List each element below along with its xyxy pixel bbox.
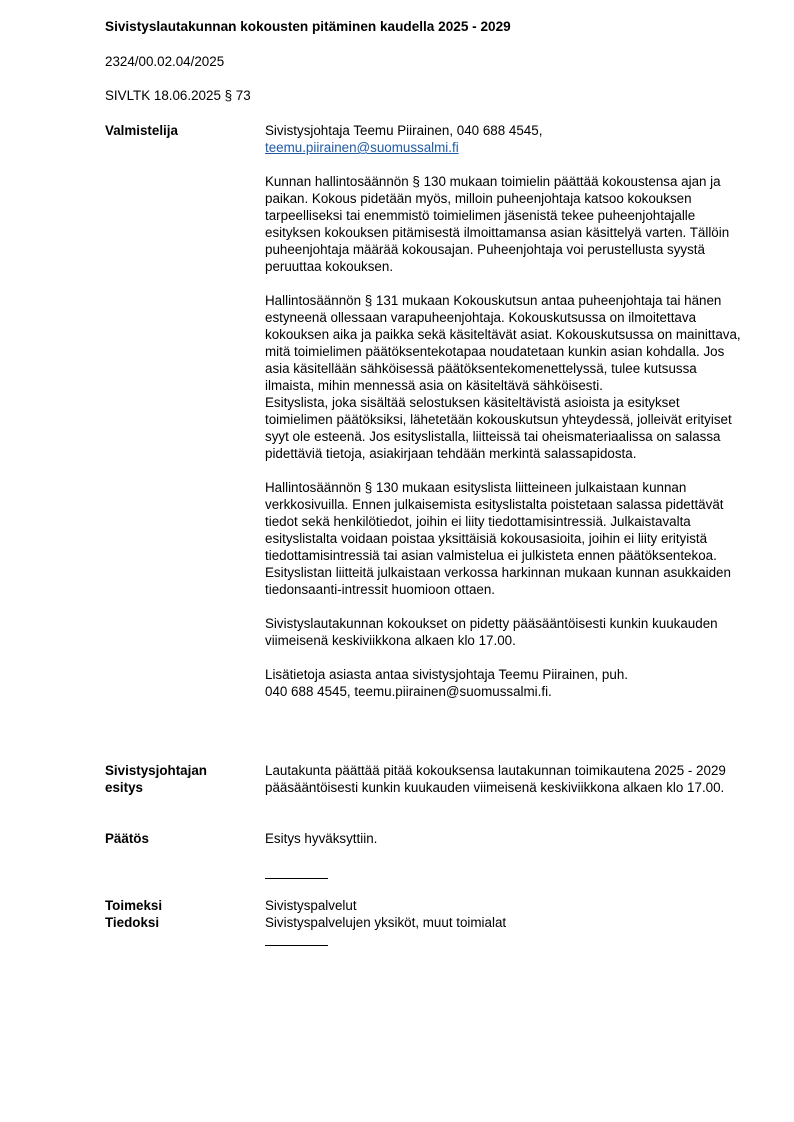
document-title: Sivistyslautakunnan kokousten pitäminen kaudella 2025 - 2029 — [105, 19, 511, 34]
paragraph-6: Lisätietoja asiasta antaa sivistysjohtaja Teemu Piirainen, puh. 040 688 4545, teemu.piirainen@suomussalmi.fi. — [265, 667, 628, 699]
meeting-reference: SIVLTK 18.06.2025 § 73 — [105, 88, 251, 103]
paatos-text: Esitys hyväksyttiin. — [265, 831, 378, 846]
toimeksi-text: Sivistyspalvelut — [265, 898, 357, 913]
record-number: 2324/00.02.04/2025 — [105, 54, 225, 69]
tiedoksi-text: Sivistyspalvelujen yksiköt, muut toimialat — [265, 915, 507, 930]
valmistelija-section — [265, 122, 745, 700]
tiedoksi-label: Tiedoksi — [105, 915, 160, 930]
divider-line-bottom — [265, 945, 328, 946]
toimeksi-label: Toimeksi — [105, 898, 163, 913]
esitys-label: Sivistysjohtajan esitys — [105, 763, 207, 795]
paragraph-3: Esityslista, joka sisältää selostuksen käsiteltävistä asioista ja esitykset toimielimen päätöksiksi, lähetetään kokouskutsun yhteydessä, jolleivät erityiset syyt ole esteenä. Jos esityslistalla, liitteissä tai oheismateriaalissa on salassa pidettäviä tietoja, asiakirjaan tehdään merkintä salassapidosta. — [265, 395, 732, 461]
paragraph-1: Kunnan hallintosäännön § 130 mukaan toimielin päättää kokoustensa ajan ja paikan. Kokous pidetään myös, milloin puheenjohtaja katsoo kokouksen tarpeelliseksi tai enemmistö toimielimen jäsenistä tekee puheenjohtajalle esityksen kokouksen pitämisestä ilmoittamansa asian käsittelyä varten. Tällöin puheenjohtaja määrää kokousajan. Puheenjohtaja voi perustellusta syystä peruuttaa kokouksen. — [265, 174, 730, 274]
valmistelija-label: Valmistelija — [105, 123, 178, 138]
preparer-line: Sivistysjohtaja Teemu Piirainen, 040 688 4545, — [265, 123, 543, 138]
paragraph-5: Sivistyslautakunnan kokoukset on pidetty pääsääntöisesti kunkin kuukauden viimeisenä keskiviikkona alkaen klo 17.00. — [265, 616, 718, 648]
preparer-email-link[interactable]: teemu.piirainen@suomussalmi.fi — [265, 140, 459, 155]
paragraph-4: Hallintosäännön § 130 mukaan esityslista liitteineen julkaistaan kunnan verkkosivuilla. Ennen julkaisemista esityslistalta poistetaan salassa pidettävät tiedot sekä henkilötiedot, joihin ei liity tiedottamisintressiä. Julkaistavalta esityslistalta voidaan poistaa yksittäisiä kokousasioita, joihin ei liity erityistä tiedottamisintressiä tai asian valmistelua ei julkisteta ennen päätöksentekoa. Esityslistan liitteitä julkaistaan verkossa harkinnan mukaan kunnan asukkaiden tiedonsaanti-intressit huomioon ottaen. — [265, 480, 731, 597]
paatos-label: Päätös — [105, 831, 149, 846]
divider-line — [265, 878, 328, 879]
preparer-block — [265, 122, 745, 156]
paragraph-2: Hallintosäännön § 131 mukaan Kokouskutsun antaa puheenjohtaja tai hänen estyneenä ollessaan varapuheenjohtaja. Kokouskutsussa on ilmoitettava kokouksen aika ja paikka sekä käsiteltävät asiat. Kokouskutsussa on mainittava, mitä toimielimen päätöksentekotapaa noudatetaan kunkin asian kohdalla. Jos asia käsitellään sähköisessä päätöksentekomenettelyssä, tulee kutsussa ilmaista, mihin mennessä asia on käsiteltävä sähköisesti. — [265, 293, 741, 393]
esitys-text: Lautakunta päättää pitää kokouksensa lautakunnan toimikautena 2025 - 2029 pääsääntöisesti kunkin kuukauden viimeisenä keskiviikkona alkaen klo 17.00. — [265, 763, 726, 795]
